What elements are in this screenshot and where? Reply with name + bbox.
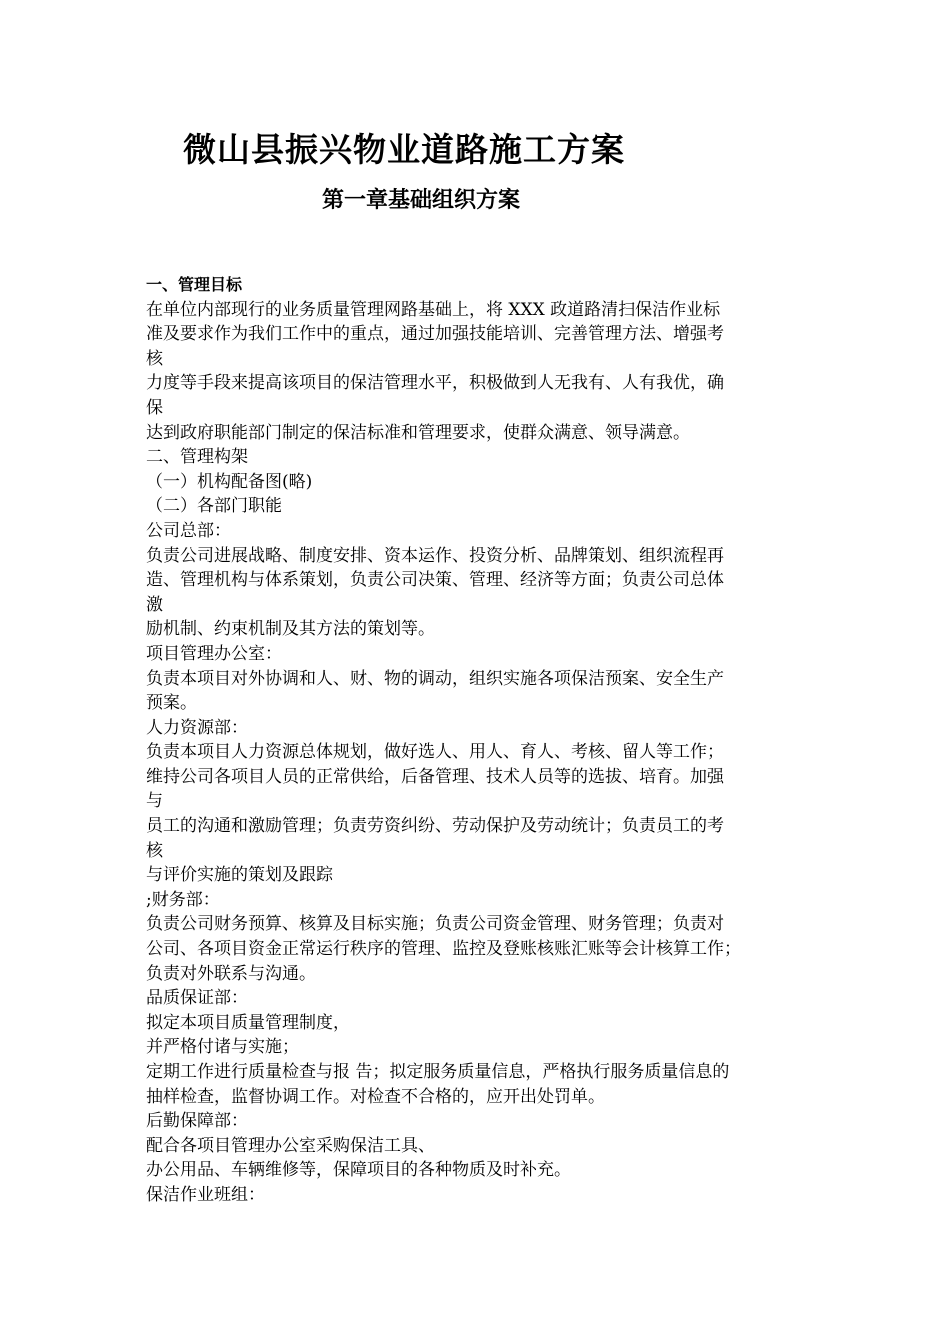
section-heading: 一、管理目标: [146, 275, 243, 294]
department-heading: 后勤保障部：: [146, 1111, 248, 1132]
paragraph-line: 办公用品、车辆维修等，保障项目的各种物质及时补充。: [146, 1160, 571, 1181]
department-heading: 人力资源部：: [146, 717, 248, 738]
paragraph-line: 员工的沟通和激励管理；负责劳资纠纷、劳动保护及劳动统计；负责员工的考: [146, 816, 724, 837]
paragraph-line: 负责本项目人力资源总体规划，做好选人、用人、育人、考核、留人等工作；: [146, 742, 724, 763]
paragraph-line: 与评价实施的策划及跟踪: [146, 865, 333, 886]
paragraph-line: 预案。: [146, 693, 197, 714]
paragraph-line: 维持公司各项目人员的正常供给，后备管理、技术人员等的选拔、培育。加强: [146, 766, 724, 787]
paragraph-line: 准及要求作为我们工作中的重点，通过加强技能培训、完善管理方法、增强考: [146, 324, 724, 345]
department-heading: 项目管理办公室：: [146, 643, 282, 664]
paragraph-line: 并严格付诸与实施；: [146, 1037, 299, 1058]
paragraph-line: 力度等手段来提高该项目的保洁管理水平，积极做到人无我有、人有我优，确: [146, 373, 724, 394]
paragraph-line: 励机制、约束机制及其方法的策划等。: [146, 619, 435, 640]
paragraph-line: 负责公司财务预算、核算及目标实施；负责公司资金管理、财务管理；负责对: [146, 914, 724, 935]
paragraph-line: 拟定本项目质量管理制度，: [146, 1012, 350, 1033]
department-heading: ;财务部：: [146, 889, 220, 910]
department-heading: 保洁作业班组：: [146, 1184, 265, 1205]
department-heading: 公司总部：: [146, 520, 231, 541]
department-heading: 品质保证部：: [146, 988, 248, 1009]
paragraph-line: 公司、各项目资金正常运行秩序的管理、监控及登账核账汇账等会计核算工作；: [146, 939, 741, 960]
paragraph-line: 保: [146, 397, 163, 418]
chapter-title: 第一章基础组织方案: [322, 187, 521, 213]
paragraph-line: 负责本项目对外协调和人、财、物的调动，组织实施各项保洁预案、安全生产: [146, 668, 724, 689]
paragraph-line: 与: [146, 791, 163, 812]
paragraph-line: 负责对外联系与沟通。: [146, 963, 316, 984]
paragraph-line: 在单位内部现行的业务质量管理网路基础上，将 XXX 政道路清扫保洁作业标: [146, 299, 721, 320]
paragraph-line: 达到政府职能部门制定的保洁标准和管理要求，使群众满意、领导满意。: [146, 422, 690, 443]
paragraph-line: 造、管理机构与体系策划，负责公司决策、管理、经济等方面；负责公司总体: [146, 570, 724, 591]
document-body: [146, 273, 814, 1208]
paragraph-line: 激: [146, 594, 163, 615]
document-title: 微山县振兴物业道路施工方案: [183, 130, 625, 169]
section-heading: 二、管理构架: [146, 447, 248, 468]
paragraph-line: 负责公司进展战略、制度安排、资本运作、投资分析、品牌策划、组织流程再: [146, 545, 724, 566]
paragraph-line: 核: [146, 840, 163, 861]
subsection-heading: （一）机构配备图(略): [146, 471, 313, 492]
subsection-heading: （二）各部门职能: [146, 496, 282, 517]
paragraph-line: 抽样检查，监督协调工作。对检查不合格的，应开出处罚单。: [146, 1086, 605, 1107]
paragraph-line: 配合各项目管理办公室采购保洁工具、: [146, 1135, 435, 1156]
paragraph-line: 核: [146, 348, 163, 369]
paragraph-line: 定期工作进行质量检查与报 告；拟定服务质量信息，严格执行服务质量信息的: [146, 1062, 730, 1082]
